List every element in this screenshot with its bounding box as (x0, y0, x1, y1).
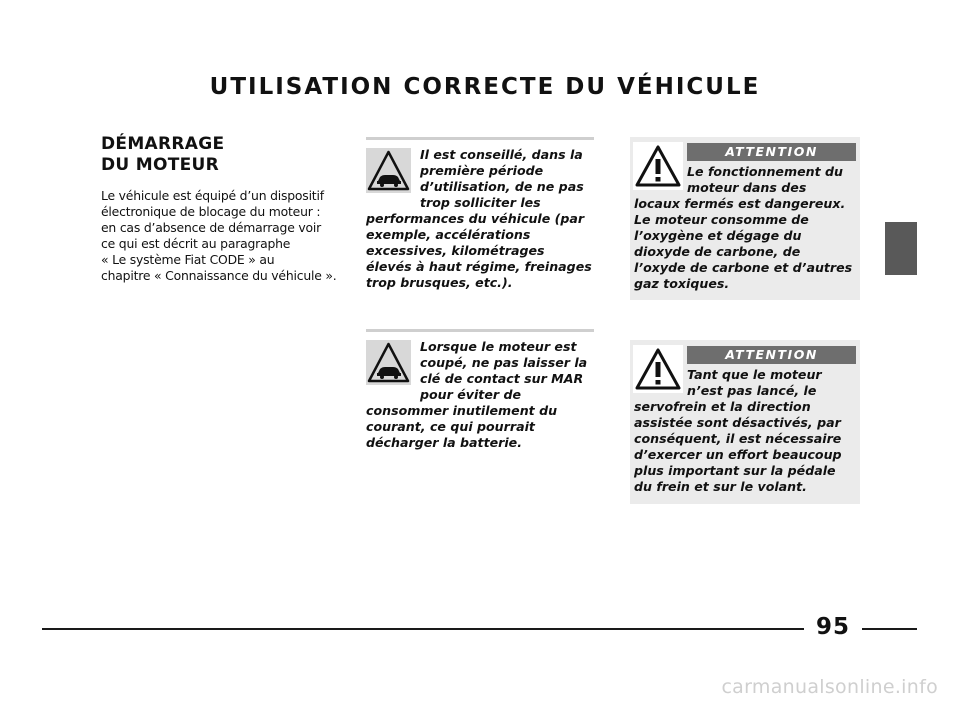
footer-rule-left (42, 628, 804, 630)
attention-label: ATTENTION (687, 346, 856, 364)
note-text: Il est conseillé, dans la première période d’utilisation, de ne pas trop solliciter les performances du véhicule (par exemple, accélérations excessives, kilométrages élevés à haut régime, freinages trop brusques, etc.). (366, 147, 592, 290)
chapter-tab (885, 222, 917, 275)
warning-text: Le fonctionnement du moteur dans des locaux fermés est dangereux. Le moteur consomme de l’oxygène et dégage du dioxyde de carbone, de l’oxyde de carbone et d’autres gaz toxiques. (634, 164, 853, 291)
warning-box-servo-brake (630, 340, 860, 504)
note-box-ignition-key (366, 329, 594, 450)
footer-rule-right (862, 628, 917, 630)
page-number: 95 (815, 614, 850, 640)
page-title: UTILISATION CORRECTE DU VÉHICULE (209, 74, 761, 100)
note-box-first-use (366, 137, 594, 305)
attention-label: ATTENTION (687, 143, 856, 161)
warning-box-closed-spaces (630, 137, 860, 300)
watermark: carmanualsonline.info (721, 676, 938, 698)
warning-triangle-icon (633, 142, 683, 190)
warning-triangle-icon (633, 345, 683, 393)
note-text: Lorsque le moteur est coupé, ne pas laisser la clé de contact sur MAR pour éviter de consommer inutilement du courant, ce qui pourrait décharger la batterie. (366, 339, 588, 450)
car-caution-icon (366, 148, 411, 193)
warning-text: Tant que le moteur n’est pas lancé, le servofrein et la direction assistée sont désactivés, par conséquent, il est nécessaire d’exercer un effort beaucoup plus important sur la pédale du frein et sur le volant. (634, 367, 842, 494)
section-heading: DÉMARRAGE DU MOTEUR (101, 134, 225, 175)
car-caution-icon (366, 340, 411, 385)
section-body-text: Le véhicule est équipé d’un dispositif électronique de blocage du moteur : en cas d’absence de démarrage voir ce qui est décrit au paragraphe « Le système Fiat CODE » au chapitre « Connaissance du véhicule ». (101, 188, 337, 283)
